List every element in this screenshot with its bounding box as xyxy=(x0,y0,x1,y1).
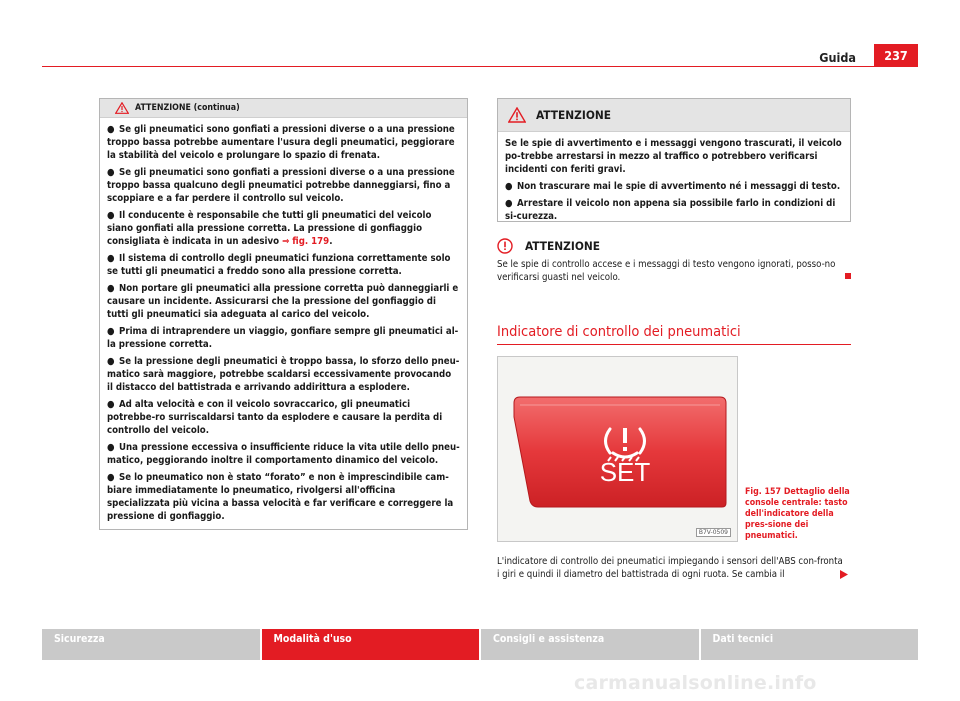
list-item: ● Prima di intraprendere un viaggio, gonfiare sempre gli pneumatici al-la pressione corretta. xyxy=(107,326,459,350)
header-rule xyxy=(42,66,918,67)
figure-tpms-button xyxy=(497,356,738,542)
caution-text: Se le spie di controllo accese e i messaggi di testo vengono ignorati, posso-no verificarsi guasti nel veicolo. xyxy=(497,259,836,283)
caution-title: ATTENZIONE xyxy=(525,239,600,253)
page-number: 237 xyxy=(874,44,918,67)
figure-caption-number: Fig. 157 xyxy=(745,487,782,497)
caution-circle-icon xyxy=(497,238,513,254)
figure-caption xyxy=(745,487,855,542)
list-item: ● Il sistema di controllo degli pneumatici funziona correttamente solo se tutti gli pneumatici a freddo sono alla pressione corretta. xyxy=(107,253,451,277)
list-item: ● Una pressione eccessiva o insufficiente riduce la vita utile dello pneu-matico, peggiorando inoltre il comportamento dinamico del veicolo. xyxy=(107,442,460,466)
figure-link[interactable]: ⇒ fig. 179 xyxy=(282,236,330,247)
body-paragraph: L'indicatore di controllo dei pneumatici impiegando i sensori dell'ABS con-fronta i giri e quindi il diametro del battistrada di ogni ruota. Se cambia il xyxy=(497,556,843,580)
caution-header xyxy=(497,238,600,254)
warning-box-body xyxy=(100,118,467,523)
warning-box-header xyxy=(100,99,467,118)
warning-box-title: ATTENZIONE (continua) xyxy=(135,103,240,113)
list-item: ● Se la pressione degli pneumatici è troppo bassa, lo sforzo dello pneu-matico sarà maggiore, potrebbe scaldarsi eccessivamente provocando il distacco del battistrada e arrivando addirittura a esplodere. xyxy=(107,356,460,393)
tab-consigli-assistenza[interactable]: Consigli e assistenza xyxy=(481,629,699,660)
watermark: carmanualsonline.info xyxy=(574,672,817,694)
warning-box-continued xyxy=(99,98,468,530)
list-item: ● Ad alta velocità e con il veicolo sovraccarico, gli pneumatici potrebbe-ro surriscaldarsi tanto da esplodere e causare la perdita di controllo del veicolo. xyxy=(107,399,443,436)
list-item: ● Se gli pneumatici sono gonfiati a pressioni diverse o a una pressione troppo bassa qualcuno degli pneumatici potrebbe danneggiarsi, fino a scoppiare e a far perdere il controllo sul veicolo. xyxy=(107,167,455,204)
list-item: ● Se gli pneumatici sono gonfiati a pressioni diverse o a una pressione troppo bassa potrebbe aumentare l'usura degli pneumatici, peggiorare la stabilità del veicolo e prolungare lo spazio di frenata. xyxy=(107,124,455,161)
list-item: ● Se lo pneumatico non è stato “forato” e non è imprescindibile cam-biare immediatamente lo pneumatico, rivolgersi all'officina specializzata più vicina a bassa velocità e far verificare e correggere la pressione di gonfiaggio. xyxy=(107,472,454,522)
tab-dati-tecnici[interactable]: Dati tecnici xyxy=(701,629,919,660)
warning-triangle-icon xyxy=(115,102,129,114)
warning-box xyxy=(497,98,851,222)
warning-triangle-icon xyxy=(508,107,526,123)
section-title: Indicatore di controllo dei pneumatici xyxy=(497,324,741,340)
section-rule xyxy=(497,344,851,345)
tab-sicurezza[interactable]: Sicurezza xyxy=(42,629,260,660)
chapter-title: Guida xyxy=(819,50,856,65)
section-end-marker xyxy=(845,273,851,279)
warning-intro: Se le spie di avvertimento e i messaggi vengono trascurati, il veicolo po-trebbe arrestarsi in mezzo al traffico o potrebbero verificarsi incidenti con feriti gravi. xyxy=(505,138,842,175)
figure-caption-text: Dettaglio della console centrale: tasto dell'indicatore della pres-sione dei pneumatici. xyxy=(745,487,850,541)
tpms-set-button-illustration xyxy=(498,357,738,542)
list-item: ● Il conducente è responsabile che tutti gli pneumatici del veicolo siano gonfiati alla pressione corretta. La pressione di gonfiaggio consigliata è indicata in un adesivo ⇒ fig. 179. xyxy=(107,210,432,247)
list-item: ● Non portare gli pneumatici alla pressione corretta può danneggiarli e causare un incidente. Assicurarsi che la pressione del gonfiaggio di tutti gli pneumatici sia adeguata al carico del veicolo. xyxy=(107,283,459,320)
continue-arrow-icon xyxy=(840,570,848,579)
list-item: ● Non trascurare mai le spie di avvertimento né i messaggi di testo. xyxy=(505,181,841,192)
list-item: ● Arrestare il veicolo non appena sia possibile farlo in condizioni di si-curezza. xyxy=(505,198,836,222)
figure-code: B7V-0509 xyxy=(696,528,731,537)
warning-box-body xyxy=(498,132,850,223)
set-button-label: SET xyxy=(599,457,651,487)
warning-box-header xyxy=(498,99,850,132)
footer-nav xyxy=(42,629,918,660)
warning-box-title: ATTENZIONE xyxy=(536,108,611,122)
tab-modalita-uso[interactable]: Modalità d'uso xyxy=(262,629,480,660)
